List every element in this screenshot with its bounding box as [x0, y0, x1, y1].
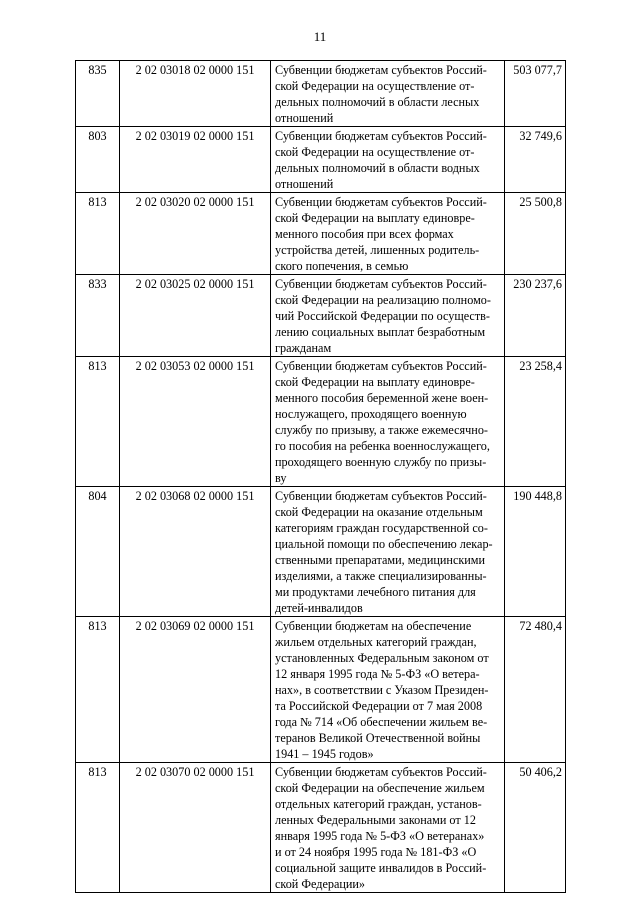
- revenue-name-line: ской Федерации»: [275, 877, 366, 891]
- revenue-name-line: Субвенции бюджетам субъектов Россий-: [275, 195, 487, 209]
- amount-cell: 23 258,4: [505, 357, 566, 487]
- revenue-name-line: ленных Федеральными законами от 12: [275, 813, 476, 827]
- admin-code-cell: 804: [76, 487, 120, 617]
- revenue-name-cell: [271, 127, 505, 193]
- table-body: [76, 61, 566, 893]
- amount-cell: 230 237,6: [505, 275, 566, 357]
- revenue-name-line: социальной защите инвалидов в Россий-: [275, 861, 487, 875]
- revenue-name-line: дельных полномочий в области лесных: [275, 95, 480, 109]
- admin-code-cell: 813: [76, 617, 120, 763]
- revenue-name-line: менного пособия при всех формах: [275, 227, 454, 241]
- budget-table: [75, 60, 566, 893]
- revenue-name-cell: [271, 617, 505, 763]
- revenue-name-line: детей-инвалидов: [275, 601, 363, 615]
- revenue-name-line: ву: [275, 471, 287, 485]
- revenue-name-line: ской Федерации на осуществление от-: [275, 145, 475, 159]
- revenue-name-line: ской Федерации на обеспечение жильем: [275, 781, 485, 795]
- table-row: [76, 61, 566, 127]
- table-row: [76, 193, 566, 275]
- amount-cell: 50 406,2: [505, 763, 566, 893]
- revenue-name-line: лению социальных выплат безработным: [275, 325, 486, 339]
- amount-cell: 32 749,6: [505, 127, 566, 193]
- revenue-name-line: проходящего военную службу по призы-: [275, 455, 487, 469]
- revenue-name-line: установленных Федеральным законом от: [275, 651, 489, 665]
- revenue-name-line: января 1995 года № 5-ФЗ «О ветеранах»: [275, 829, 485, 843]
- revenue-name-line: та Российской Федерации от 7 мая 2008: [275, 699, 483, 713]
- revenue-name-line: отношений: [275, 111, 334, 125]
- revenue-name-line: нослужащего, проходящего военную: [275, 407, 467, 421]
- page-number: 11: [313, 29, 327, 44]
- amount-cell: 503 077,7: [505, 61, 566, 127]
- revenue-name-line: устройства детей, лишенных родитель-: [275, 243, 480, 257]
- revenue-name-line: Субвенции бюджетам субъектов Россий-: [275, 765, 487, 779]
- admin-code-cell: 813: [76, 357, 120, 487]
- revenue-name-line: отдельных категорий граждан, установ-: [275, 797, 482, 811]
- revenue-name-line: ской Федерации на реализацию полномо-: [275, 293, 491, 307]
- admin-code-cell: 833: [76, 275, 120, 357]
- revenue-name-line: чий Российской Федерации по осуществ-: [275, 309, 490, 323]
- revenue-name-line: категориям граждан государственной со-: [275, 521, 488, 535]
- admin-code-cell: 813: [76, 763, 120, 893]
- budget-code-cell: 2 02 03053 02 0000 151: [120, 357, 271, 487]
- budget-code-cell: 2 02 03019 02 0000 151: [120, 127, 271, 193]
- revenue-name-cell: [271, 193, 505, 275]
- revenue-name-line: дельных полномочий в области водных: [275, 161, 480, 175]
- revenue-name-cell: [271, 275, 505, 357]
- amount-cell: 72 480,4: [505, 617, 566, 763]
- budget-code-cell: 2 02 03068 02 0000 151: [120, 487, 271, 617]
- revenue-name-line: отношений: [275, 177, 334, 191]
- revenue-name-line: ской Федерации на осуществление от-: [275, 79, 475, 93]
- revenue-name-line: гражданам: [275, 341, 332, 355]
- revenue-name-line: менного пособия беременной жене воен-: [275, 391, 489, 405]
- revenue-name-line: ми продуктами лечебного питания для: [275, 585, 476, 599]
- revenue-name-line: Субвенции бюджетам субъектов Россий-: [275, 63, 487, 77]
- admin-code-cell: 813: [76, 193, 120, 275]
- admin-code-cell: 835: [76, 61, 120, 127]
- table-row: [76, 357, 566, 487]
- revenue-name-line: Субвенции бюджетам субъектов Россий-: [275, 489, 487, 503]
- table-row: [76, 617, 566, 763]
- revenue-name-cell: [271, 61, 505, 127]
- revenue-name-line: и от 24 ноября 1995 года № 181-ФЗ «О: [275, 845, 477, 859]
- table-row: [76, 275, 566, 357]
- revenue-name-cell: [271, 487, 505, 617]
- budget-code-cell: 2 02 03069 02 0000 151: [120, 617, 271, 763]
- revenue-name-line: Субвенции бюджетам субъектов Россий-: [275, 277, 487, 291]
- revenue-name-line: 1941 – 1945 годов»: [275, 747, 374, 761]
- admin-code-cell: 803: [76, 127, 120, 193]
- budget-code-cell: 2 02 03025 02 0000 151: [120, 275, 271, 357]
- revenue-name-line: Субвенции бюджетам на обеспечение: [275, 619, 472, 633]
- revenue-name-line: ского попечения, в семью: [275, 259, 409, 273]
- table-row: [76, 487, 566, 617]
- revenue-name-line: жильем отдельных категорий граждан,: [275, 635, 477, 649]
- amount-cell: 25 500,8: [505, 193, 566, 275]
- revenue-name-line: циальной помощи по обеспечению лекар-: [275, 537, 493, 551]
- table-row: [76, 127, 566, 193]
- revenue-name-line: нах», в соответствии с Указом Президен-: [275, 683, 489, 697]
- revenue-name-line: го пособия на ребенка военнослужащего,: [275, 439, 490, 453]
- table-row: [76, 763, 566, 893]
- revenue-name-line: Субвенции бюджетам субъектов Россий-: [275, 129, 487, 143]
- revenue-name-cell: [271, 763, 505, 893]
- revenue-name-line: года № 714 «Об обеспечении жильем ве-: [275, 715, 488, 729]
- revenue-name-line: изделиями, а также специализированны-: [275, 569, 487, 583]
- revenue-name-line: службу по призыву, а также ежемесячно-: [275, 423, 488, 437]
- revenue-name-line: Субвенции бюджетам субъектов Россий-: [275, 359, 487, 373]
- revenue-name-line: ственными препаратами, медицинскими: [275, 553, 486, 567]
- revenue-name-line: ской Федерации на выплату единовре-: [275, 211, 475, 225]
- revenue-name-line: ской Федерации на оказание отдельным: [275, 505, 483, 519]
- revenue-name-cell: [271, 357, 505, 487]
- budget-code-cell: 2 02 03020 02 0000 151: [120, 193, 271, 275]
- revenue-name-line: теранов Великой Отечественной войны: [275, 731, 481, 745]
- budget-code-cell: 2 02 03018 02 0000 151: [120, 61, 271, 127]
- revenue-name-line: 12 января 1995 года № 5-ФЗ «О ветера-: [275, 667, 480, 681]
- budget-code-cell: 2 02 03070 02 0000 151: [120, 763, 271, 893]
- amount-cell: 190 448,8: [505, 487, 566, 617]
- revenue-name-line: ской Федерации на выплату единовре-: [275, 375, 475, 389]
